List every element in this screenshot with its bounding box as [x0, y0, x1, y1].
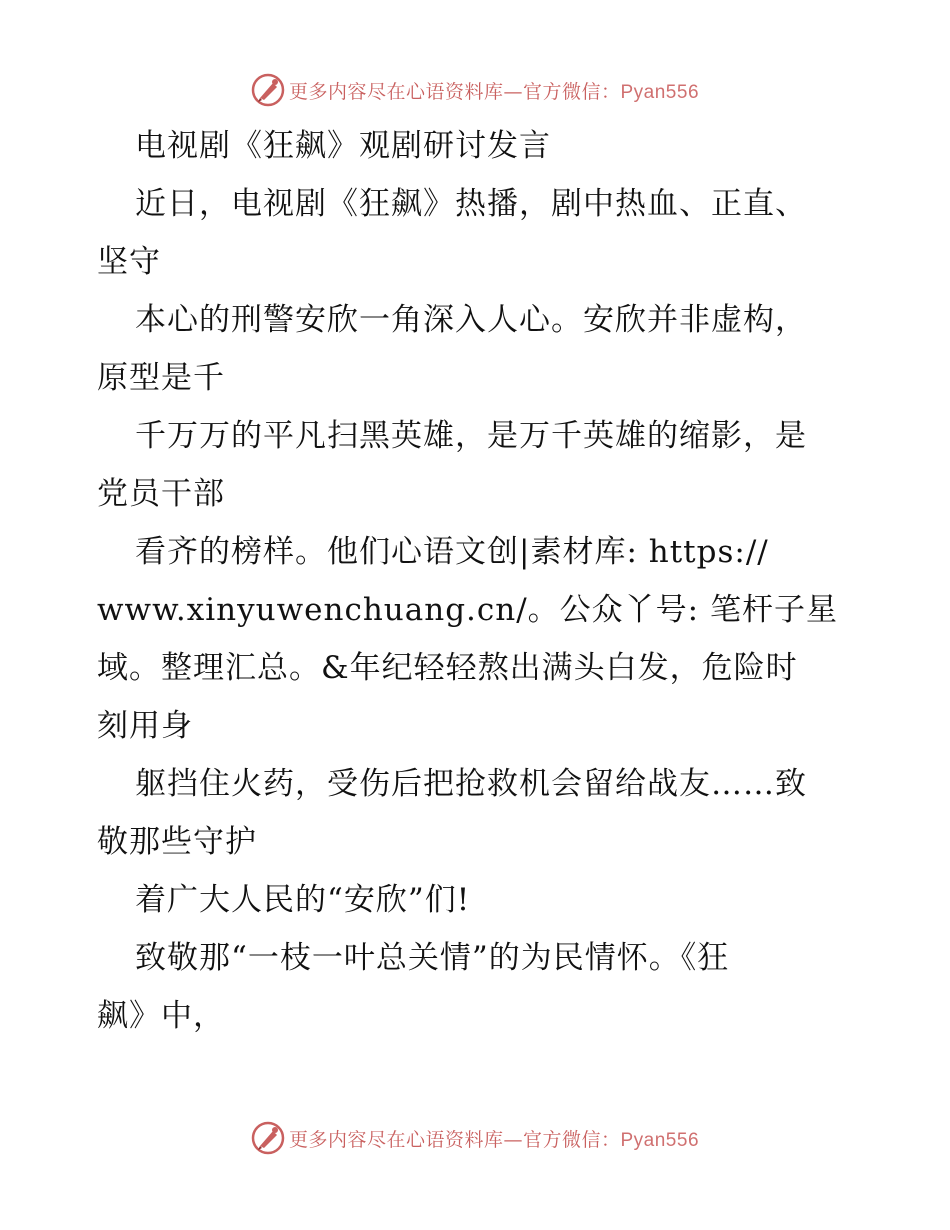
paragraph-line: www.xinyuwenchuang.cn/。公众丫号: 笔杆子星 — [97, 592, 838, 628]
pen-logo-icon — [251, 73, 285, 107]
paragraph-line: 党员干部 — [97, 476, 225, 512]
document-title: 电视剧《狂飙》观剧研讨发言 — [135, 128, 551, 164]
paragraph-line: 看齐的榜样。他们心语文创|素材库: https:// — [135, 534, 769, 570]
paragraph-line: 着广大人民的“安欣”们! — [135, 882, 471, 918]
watermark-id: Pyan556 — [620, 1129, 700, 1151]
pen-logo-icon — [251, 1121, 285, 1155]
paragraph-line: 致敬那“一枝一叶总关情”的为民情怀。《狂 — [135, 940, 730, 976]
document-body — [97, 117, 857, 1045]
watermark-text — [289, 77, 699, 104]
paragraph-line: 近日，电视剧《狂飙》热播，剧中热血、正直、 — [135, 186, 807, 222]
footer-watermark — [0, 1118, 950, 1158]
paragraph-line: 敬那些守护 — [97, 824, 257, 860]
paragraph-line: 躯挡住火药，受伤后把抢救机会留给战友……致 — [135, 766, 807, 802]
watermark-label: 更多内容尽在心语资料库—官方微信： — [288, 1128, 621, 1151]
paragraph-line: 千万万的平凡扫黑英雄，是万千英雄的缩影，是 — [135, 418, 807, 454]
watermark-text — [289, 1125, 699, 1152]
paragraph-line: 刻用身 — [97, 708, 193, 744]
paragraph-line: 域。整理汇总。&年纪轻轻熬出满头白发，危险时 — [97, 650, 798, 686]
paragraph-line: 坚守 — [97, 244, 161, 280]
header-watermark — [0, 70, 950, 110]
paragraph-line: 飙》中， — [97, 998, 225, 1034]
paragraph-line: 原型是千 — [97, 360, 225, 396]
watermark-id: Pyan556 — [620, 81, 700, 103]
paragraph-line: 本心的刑警安欣一角深入人心。安欣并非虚构， — [135, 302, 807, 338]
watermark-label: 更多内容尽在心语资料库—官方微信： — [288, 80, 621, 103]
